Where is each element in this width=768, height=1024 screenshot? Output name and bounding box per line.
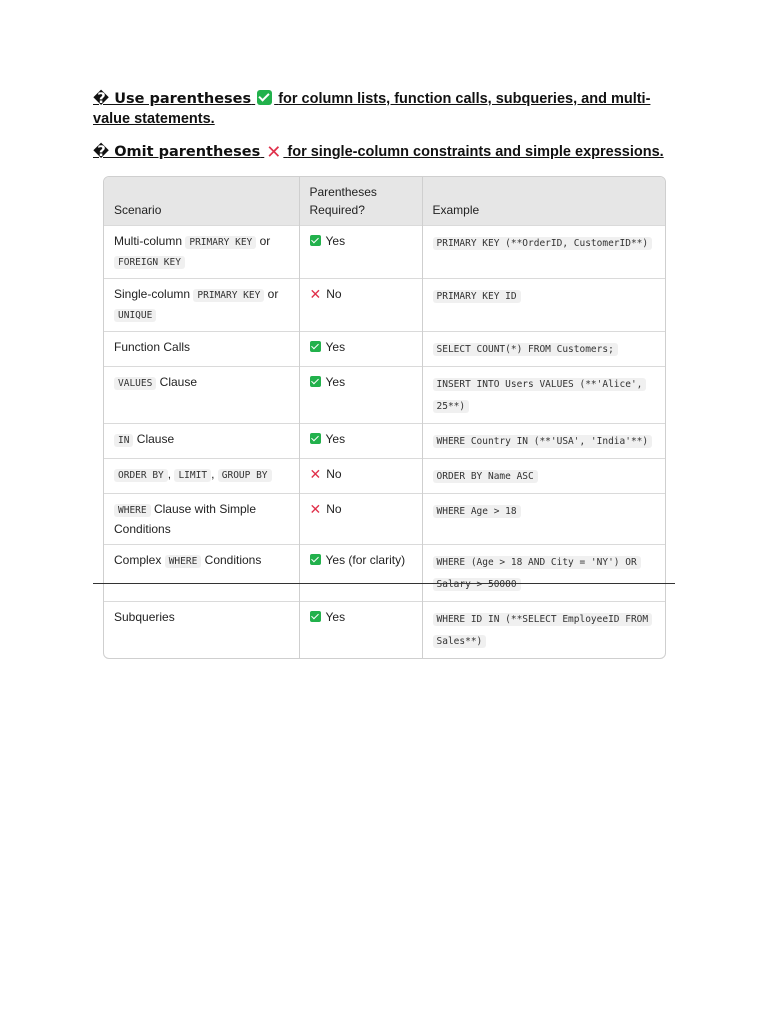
scenario-cell (104, 494, 299, 545)
scenario-text: Clause with Simple Conditions (114, 502, 256, 536)
scenario-cell (104, 602, 299, 659)
example-code: WHERE ID IN (**SELECT EmployeeID FROM Sales**) (433, 613, 653, 648)
example-cell (422, 494, 665, 545)
scenario-cell (104, 279, 299, 332)
inline-code: ORDER BY (114, 469, 168, 482)
note-omit-prefix: � Omit parentheses (93, 144, 261, 160)
table-row (104, 279, 665, 332)
header-parentheses-required: Parentheses Required? (299, 177, 422, 226)
note-omit-parentheses (93, 142, 675, 162)
inline-code: VALUES (114, 377, 156, 390)
required-cell (299, 494, 422, 545)
scenario-cell (104, 545, 299, 602)
note-use-prefix: � Use parentheses (93, 91, 252, 107)
required-value: Yes (325, 610, 346, 624)
scenario-text: Multi-column (114, 234, 183, 248)
required-cell (299, 545, 422, 602)
example-cell (422, 226, 665, 279)
scenario-cell (104, 367, 299, 424)
example-cell (422, 545, 665, 602)
required-value: Yes (325, 375, 346, 389)
table-row (104, 602, 665, 659)
separator: , (211, 467, 215, 481)
separator: , (167, 467, 172, 481)
check-box-icon (310, 376, 321, 387)
required-value: Yes (325, 340, 346, 354)
example-cell (422, 332, 665, 367)
cross-icon: ✕ (309, 466, 322, 482)
example-code: WHERE Country IN (**'USA', 'India'**) (433, 435, 653, 448)
table-row (104, 545, 665, 602)
required-cell (299, 424, 422, 459)
check-box-icon (310, 554, 321, 565)
example-code: WHERE Age > 18 (433, 505, 521, 518)
required-value: Yes (325, 432, 346, 446)
scenario-text: or (267, 287, 279, 301)
scenario-text: or (259, 234, 271, 248)
example-code: SELECT COUNT(*) FROM Customers; (433, 343, 618, 356)
check-box-icon (310, 611, 321, 622)
table-row (104, 226, 665, 279)
table-header-row (104, 177, 665, 226)
inline-code: WHERE (165, 555, 202, 568)
required-value: Yes (for clarity) (325, 553, 406, 567)
inline-code: GROUP BY (218, 469, 272, 482)
note-use-text: for column lists, function calls, subqueries, and multi-value statements. (93, 91, 651, 127)
check-box-icon (310, 433, 321, 444)
inline-code: IN (114, 434, 133, 447)
example-cell (422, 367, 665, 424)
scenario-cell (104, 424, 299, 459)
scenario-cell (104, 332, 299, 367)
example-cell (422, 459, 665, 494)
example-code: INSERT INTO Users VALUES (**'Alice', 25**) (433, 378, 647, 413)
required-cell (299, 226, 422, 279)
inline-code: WHERE (114, 504, 151, 517)
table-row (104, 494, 665, 545)
example-cell (422, 279, 665, 332)
scenario-text: Clause (136, 432, 175, 446)
cross-mark-icon: ✕ (266, 142, 282, 162)
check-mark-icon (257, 90, 272, 105)
table-row (104, 332, 665, 367)
scenario-text: Complex (114, 553, 162, 567)
parentheses-table (103, 176, 666, 659)
inline-code: UNIQUE (114, 309, 156, 322)
header-example: Example (422, 177, 665, 226)
example-code: ORDER BY Name ASC (433, 470, 538, 483)
header-scenario: Scenario (104, 177, 299, 226)
required-cell (299, 459, 422, 494)
check-box-icon (310, 341, 321, 352)
required-value: No (326, 467, 342, 481)
required-cell (299, 332, 422, 367)
inline-code: FOREIGN KEY (114, 256, 185, 269)
example-cell (422, 424, 665, 459)
note-omit-text: for single-column constraints and simple expressions. (287, 144, 664, 160)
scenario-text: Single-column (114, 287, 191, 301)
example-code: WHERE (Age > 18 AND City = 'NY') OR Salary > 50000 (433, 556, 641, 591)
required-value: Yes (325, 234, 346, 248)
cross-icon: ✕ (309, 286, 322, 302)
table-row (104, 424, 665, 459)
horizontal-divider (93, 583, 675, 584)
scenario-cell (104, 459, 299, 494)
scenario-cell (104, 226, 299, 279)
example-code: PRIMARY KEY (**OrderID, CustomerID**) (433, 237, 653, 250)
inline-code: PRIMARY KEY (193, 289, 264, 302)
scenario-text: Subqueries (114, 610, 175, 624)
example-code: PRIMARY KEY ID (433, 290, 521, 303)
example-cell (422, 602, 665, 659)
required-cell (299, 367, 422, 424)
scenario-text: Conditions (204, 553, 262, 567)
required-value: No (326, 502, 342, 516)
table-row (104, 459, 665, 494)
required-cell (299, 279, 422, 332)
required-value: No (326, 287, 342, 301)
check-box-icon (310, 235, 321, 246)
table-row (104, 367, 665, 424)
scenario-text: Clause (159, 375, 198, 389)
note-use-parentheses (93, 89, 675, 129)
cross-icon: ✕ (309, 501, 322, 517)
inline-code: PRIMARY KEY (185, 236, 256, 249)
required-cell (299, 602, 422, 659)
scenario-text: Function Calls (114, 340, 191, 354)
inline-code: LIMIT (174, 469, 211, 482)
